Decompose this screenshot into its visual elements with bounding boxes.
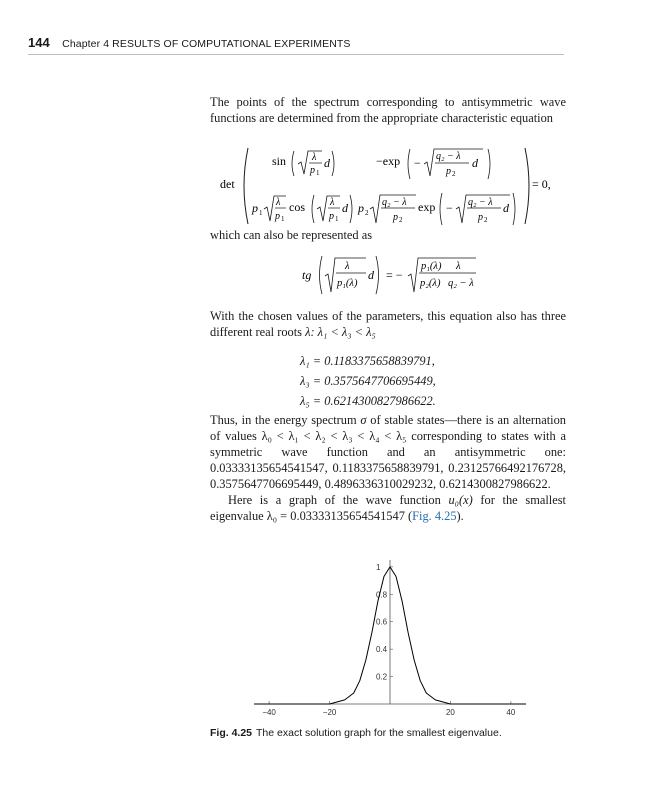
p2-lambda-den: p₂(λ) bbox=[420, 278, 441, 289]
q2-minus-lambda-num: q₂ − λ bbox=[436, 151, 461, 162]
x-tick-label: −40 bbox=[262, 708, 276, 717]
d-var-3: d bbox=[342, 201, 348, 215]
p1-sub: 1 bbox=[316, 169, 320, 177]
p1-den-2: p bbox=[275, 211, 280, 222]
equation-determinant bbox=[210, 143, 570, 229]
d-var: d bbox=[324, 156, 330, 170]
paragraph-spectrum bbox=[210, 412, 566, 524]
figure-caption-text: The exact solution graph for the smallest eigenvalue. bbox=[256, 727, 502, 739]
lambda-num: λ bbox=[312, 152, 317, 163]
equation-tangent bbox=[300, 252, 490, 298]
p1-lambda-den: p₁(λ) bbox=[337, 278, 358, 289]
p2-den: p bbox=[446, 166, 451, 177]
spectrum-text-1: Thus, in the energy spectrum bbox=[210, 413, 361, 427]
wave-function-chart bbox=[250, 556, 530, 718]
roots-expression: λ: λ₁ < λ₃ < λ₅ bbox=[305, 325, 376, 339]
graph-intro-text: Here is a graph of the wave function bbox=[228, 493, 449, 507]
root-lambda5: λ₅ = 0.6214300827986622. bbox=[300, 394, 436, 408]
equals-zero: = 0, bbox=[532, 177, 551, 191]
graph-intro-text-3: ). bbox=[456, 509, 464, 523]
x-tick-label: −20 bbox=[322, 708, 337, 717]
p1-den-2-sub: 1 bbox=[281, 215, 285, 223]
q2-minus-lambda-num-3: q₂ − λ bbox=[468, 197, 493, 208]
p2-den-2: p bbox=[393, 212, 398, 223]
p1-den: p bbox=[310, 165, 315, 176]
chapter-title: Chapter 4 RESULTS OF COMPUTATIONAL EXPERIMENTS bbox=[62, 38, 351, 50]
p2-coef-sub: 2 bbox=[365, 209, 369, 217]
spectrum-text-2: of stable states—there is an alternation of values λ₀ < λ₁ < λ₂ < λ₃ < λ₄ < λ₅ corresponding to states with a symmetric wave function and an antisymmetric one: 0.03333135654541547, 0.1183375658839791, 0.23125766492176728, 0.3575647706695449, 0.4896336310029232, 0.6214300827986622. bbox=[210, 413, 566, 491]
tg-function: tg bbox=[302, 268, 312, 282]
figure-label: Fig. 4.25 bbox=[210, 727, 253, 739]
wave-function-symbol: u₀(x) bbox=[448, 493, 473, 507]
roots-list bbox=[300, 351, 436, 411]
paragraph-roots bbox=[210, 308, 566, 340]
lambda-num-3: λ bbox=[330, 197, 335, 208]
paragraph-roots-text: With the chosen values of the parameters, this equation also has three different real roots bbox=[210, 309, 566, 339]
q2-minus-lambda-den: q₂ − λ bbox=[448, 278, 474, 289]
y-tick-label: 0.6 bbox=[376, 617, 388, 627]
figure-caption bbox=[210, 727, 502, 739]
minus-sign-2: − bbox=[446, 201, 453, 215]
x-tick-label: 20 bbox=[445, 708, 455, 717]
p2-den-3-sub: 2 bbox=[484, 216, 488, 224]
p2-den-2-sub: 2 bbox=[399, 216, 403, 224]
paragraph-intro: The points of the spectrum corresponding to antisymmetric wave functions are determined from the appropriate characteristic equation bbox=[210, 95, 566, 125]
graph-intro-text-2: for the smallest eigenvalue λ₀ = 0.03333135654541547 ( bbox=[210, 493, 566, 523]
minus-exp-function: −exp bbox=[376, 154, 401, 168]
y-tick-label: 0.4 bbox=[376, 645, 388, 655]
p1-lambda-num: p₁(λ) bbox=[421, 261, 442, 272]
p2-coef: p bbox=[358, 201, 364, 215]
sigma-symbol: σ bbox=[360, 413, 367, 427]
running-header bbox=[28, 34, 564, 55]
p1-den-3: p bbox=[329, 211, 334, 222]
root-lambda1: λ₁ = 0.1183375658839791, bbox=[300, 354, 435, 368]
y-tick-label: 0.2 bbox=[376, 672, 388, 682]
figure-reference-link[interactable]: Fig. 4.25 bbox=[412, 509, 457, 523]
paragraph-represented: which can also be represented as bbox=[210, 228, 373, 242]
y-tick-label: 0.8 bbox=[376, 590, 388, 600]
p2-den-3: p bbox=[478, 212, 483, 223]
p1-coef: p bbox=[252, 201, 258, 215]
lambda-num-eq2: λ bbox=[345, 261, 350, 272]
p2-sub: 2 bbox=[452, 170, 456, 178]
cos-function: cos bbox=[289, 200, 305, 214]
d-var-2: d bbox=[472, 156, 478, 170]
x-tick-label: 40 bbox=[506, 708, 516, 717]
root-lambda3: λ₃ = 0.3575647706695449, bbox=[300, 374, 436, 388]
det-operator: det bbox=[220, 177, 235, 191]
lambda-num-2: λ bbox=[276, 197, 281, 208]
d-var-eq2: d bbox=[368, 268, 374, 282]
equals-minus: = − bbox=[386, 268, 403, 282]
page-number: 144 bbox=[28, 35, 50, 50]
d-var-4: d bbox=[503, 201, 509, 215]
y-tick-label: 1 bbox=[376, 562, 381, 572]
exp-function: exp bbox=[418, 200, 436, 214]
q2-minus-lambda-num-2: q₂ − λ bbox=[382, 197, 407, 208]
p1-den-3-sub: 1 bbox=[335, 215, 339, 223]
sin-function: sin bbox=[272, 154, 287, 168]
p1-coef-sub: 1 bbox=[259, 209, 263, 217]
lambda-num-eq2-b: λ bbox=[456, 261, 461, 272]
minus-sign: − bbox=[414, 156, 421, 170]
